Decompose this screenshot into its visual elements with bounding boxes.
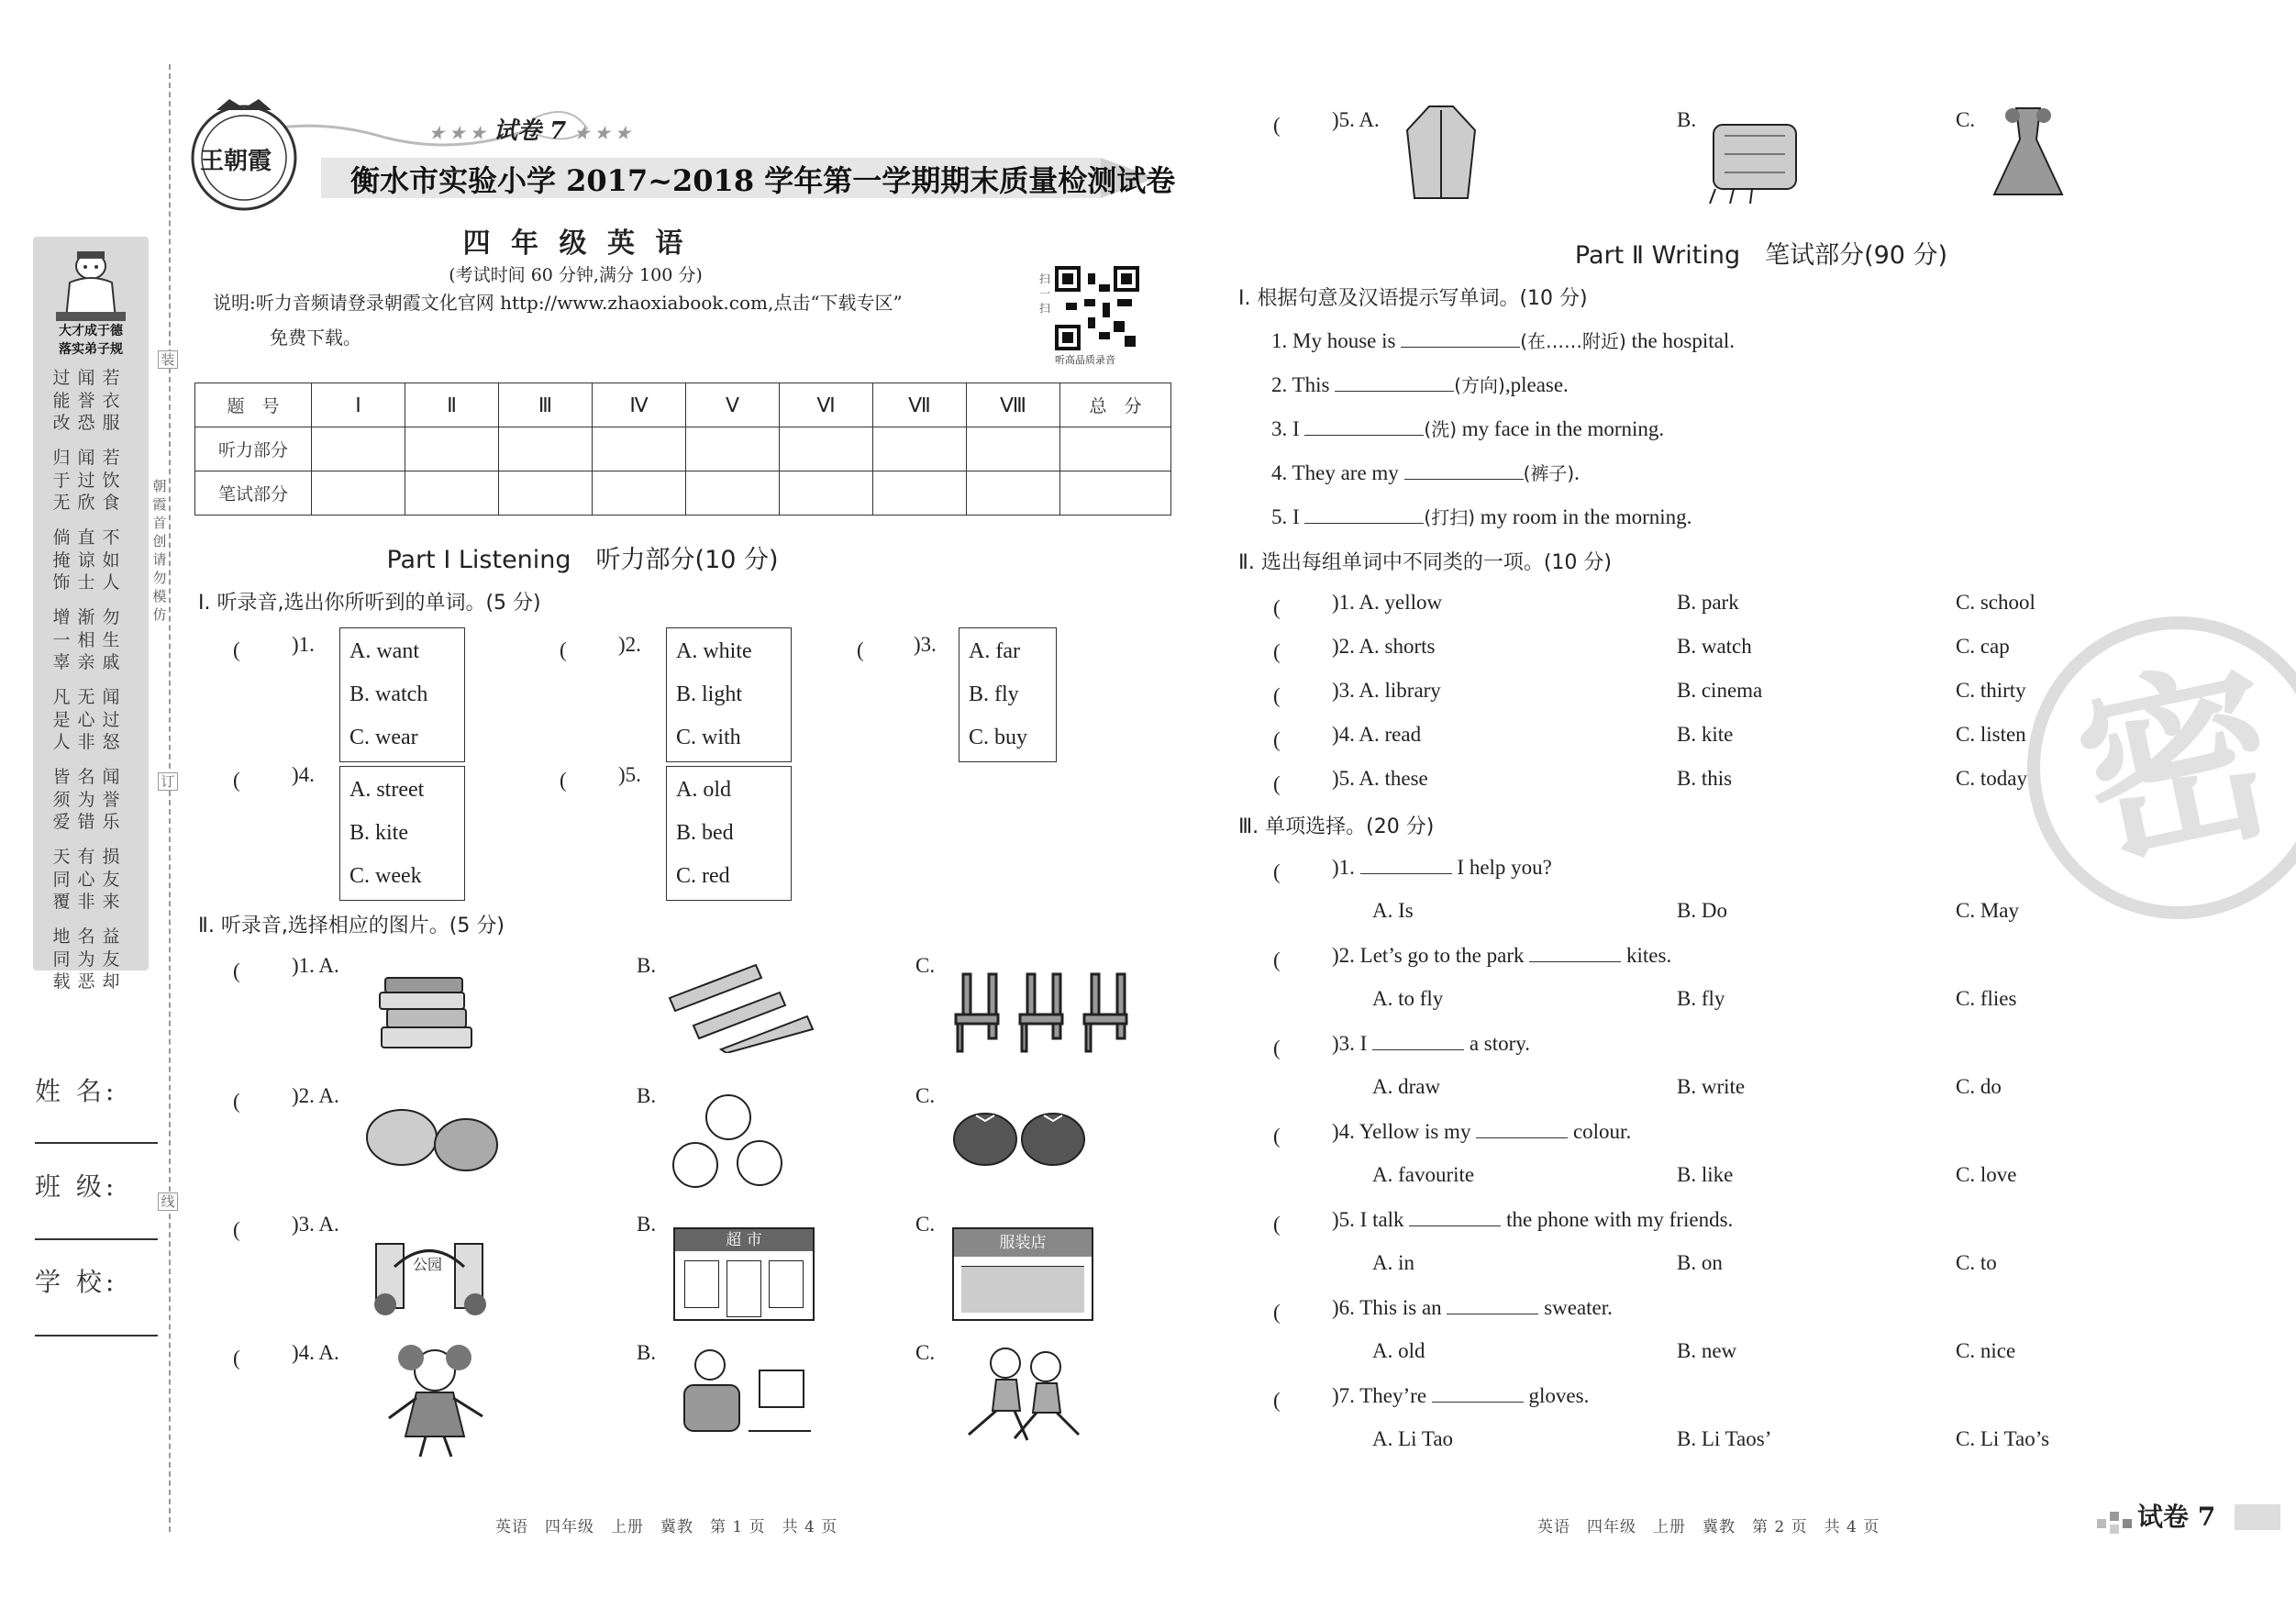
option-label: B. [637, 954, 657, 977]
option[interactable]: )4. A. read [1332, 723, 1422, 746]
answer-blank[interactable] [1304, 416, 1424, 436]
question-number: )3. A. [292, 1213, 339, 1236]
option[interactable]: B. like [1677, 1163, 1734, 1186]
option[interactable]: A. to fly [1372, 987, 1444, 1010]
answer-blank[interactable] [1529, 943, 1621, 962]
option-box [666, 627, 792, 762]
answer-blank[interactable] [1401, 328, 1520, 348]
option[interactable]: A. far [969, 639, 1020, 663]
clothes-shop-sign: 服装店 [954, 1229, 1092, 1257]
option-label: B. [637, 1341, 657, 1364]
answer-blank[interactable] [1372, 1031, 1464, 1050]
motto-text: 天 同 覆 [52, 847, 71, 912]
park-sign: 公园 [413, 1256, 443, 1273]
option[interactable]: B. kite [349, 821, 408, 845]
clothes-shop-icon[interactable] [952, 1227, 1093, 1321]
subject-title: 四 年 级 英 语 [462, 227, 689, 260]
sentence-end: my face in the morning. [1457, 417, 1665, 440]
question-text: a story. [1464, 1032, 1531, 1055]
answer-paren[interactable]: ( [1273, 1389, 1323, 1412]
question-number: )1. A. [292, 954, 339, 977]
motto-text: 勿 生 戚 [102, 607, 120, 672]
option-label: C. [915, 1084, 936, 1107]
sentence-start: 5. I [1271, 505, 1305, 528]
motto-text: 名 为 错 [77, 767, 95, 832]
answer-paren[interactable]: ( [560, 769, 609, 792]
option[interactable]: )2. A. shorts [1332, 635, 1436, 658]
part2-sec2-title: Ⅱ. 选出每组单词中不同类的一项。(10 分) [1238, 551, 1612, 574]
answer-paren[interactable]: ( [233, 638, 283, 661]
fill-blank-item [1271, 459, 1580, 485]
question-text: kites. [1621, 944, 1672, 967]
option[interactable]: )5. A. these [1332, 767, 1428, 790]
option[interactable]: A. Li Tao [1372, 1427, 1454, 1450]
part2-sec3-title: Ⅲ. 单项选择。(20 分) [1238, 815, 1435, 838]
motto-text: 若 饮 食 [102, 448, 120, 513]
answer-paren[interactable]: ( [233, 1218, 283, 1241]
option[interactable]: C. to [1956, 1251, 1997, 1274]
score-cell[interactable] [312, 471, 405, 516]
supermarket-icon[interactable] [673, 1227, 815, 1321]
class-label: 班 级: [35, 1171, 118, 1202]
part2-title: Part Ⅱ Writing 笔试部分(90 分) [1574, 241, 1948, 270]
option[interactable]: B. fly [969, 682, 1019, 706]
sentence-end: the hospital. [1625, 329, 1735, 352]
option-box [339, 627, 465, 762]
score-cell[interactable] [780, 427, 873, 471]
score-cell[interactable] [405, 427, 499, 471]
motto-text: 若 衣 服 [102, 368, 120, 433]
row-label: 笔试部分 [195, 471, 312, 516]
option[interactable]: A. old [1372, 1339, 1425, 1362]
question-number: )2. A. [292, 1084, 339, 1107]
motto-text: 归 于 无 [52, 448, 71, 513]
question-stem [1332, 1383, 1589, 1408]
question-stem [1332, 1031, 1530, 1056]
chinese-hint: (方向) [1454, 374, 1505, 396]
option[interactable]: A. favourite [1372, 1163, 1475, 1186]
table-header: Ⅴ [686, 383, 780, 427]
park-icon[interactable] [367, 1216, 492, 1317]
question-stem [1332, 943, 1671, 968]
chinese-hint: (打扫) [1424, 506, 1476, 528]
option-label: C. [915, 954, 936, 977]
score-cell[interactable] [499, 471, 593, 516]
motto-text: 过 能 改 [52, 368, 71, 433]
option[interactable]: B. kite [1677, 723, 1734, 746]
option[interactable]: )1. A. yellow [1332, 591, 1443, 614]
score-cell[interactable] [873, 471, 967, 516]
question-text: sweater. [1538, 1296, 1613, 1319]
motto-text: 无 心 非 [77, 687, 95, 752]
option[interactable]: B. Li Taos’ [1677, 1427, 1772, 1450]
option[interactable]: B. on [1677, 1251, 1723, 1274]
answer-paren[interactable]: ( [1273, 114, 1323, 137]
option[interactable]: C. Li Tao’s [1956, 1427, 2050, 1450]
option[interactable]: C. flies [1956, 987, 2017, 1010]
option[interactable]: A. white [676, 639, 752, 663]
fill-blank-item [1271, 503, 1691, 529]
question-stem [1332, 1207, 1733, 1232]
score-cell[interactable] [593, 471, 686, 516]
score-cell[interactable] [1060, 427, 1171, 471]
option[interactable]: C. red [676, 864, 730, 888]
option[interactable]: B. light [676, 682, 743, 706]
option[interactable]: A. want [349, 639, 419, 663]
table-header: Ⅰ [312, 383, 405, 427]
table-header: Ⅶ [873, 383, 967, 427]
question-text: )6. This is an [1332, 1296, 1447, 1319]
table-header: Ⅷ [967, 383, 1060, 427]
motto-text: 不 如 人 [102, 527, 120, 593]
answer-blank[interactable] [1304, 505, 1424, 524]
motto-heading: 大才成于德 落实弟子规 [59, 324, 123, 357]
option[interactable]: B. watch [1677, 635, 1752, 658]
option[interactable]: C. cap [1956, 635, 2010, 658]
answer-paren[interactable]: ( [560, 638, 609, 661]
apples-icon[interactable] [664, 1090, 793, 1191]
answer-paren[interactable]: ( [1273, 1213, 1323, 1236]
corner-dots-icon [2097, 1503, 2134, 1539]
table-header: 题 号 [195, 383, 312, 427]
instruction: 说明:听力音频请登录朝霞文化官网 http://www.zhaoxiabook.com,点击“下载专区” 免费下载。 [213, 292, 903, 349]
option[interactable]: C. thirty [1956, 679, 2026, 702]
option-label: C. [1956, 108, 1976, 131]
books-icon[interactable] [376, 972, 477, 1053]
answer-blank[interactable] [1335, 372, 1454, 392]
motto-text: 闻 誉 乐 [102, 767, 120, 832]
scarf-icon[interactable] [1706, 117, 1807, 205]
motto-text: 有 心 非 [77, 847, 95, 912]
rulers-icon[interactable] [666, 961, 822, 1053]
motto-text: 凡 是 人 [52, 687, 71, 752]
option[interactable]: B. this [1677, 767, 1733, 790]
option[interactable]: C. do [1956, 1075, 2002, 1098]
score-cell[interactable] [967, 471, 1060, 516]
option[interactable]: B. write [1677, 1075, 1746, 1098]
motto-text: 倘 掩 饰 [52, 527, 71, 593]
option[interactable]: C. wear [349, 726, 418, 749]
answer-blank[interactable] [1476, 1119, 1568, 1138]
qr-side-label: 扫一扫 [1039, 272, 1051, 315]
table-header: 总 分 [1060, 383, 1171, 427]
score-cell[interactable] [686, 427, 780, 471]
score-table [194, 383, 1171, 516]
option[interactable]: C. school [1956, 591, 2035, 614]
motto-text: 直 谅 士 [77, 527, 95, 593]
tomatoes-icon[interactable] [950, 1104, 1088, 1169]
option-box [339, 766, 465, 901]
sentence-end: my room in the morning. [1475, 505, 1692, 528]
motto-text: 闻 过 怒 [102, 687, 120, 752]
answer-blank[interactable] [1409, 1207, 1501, 1226]
answer-paren[interactable]: ( [1273, 596, 1323, 619]
answer-paren[interactable]: ( [1273, 1037, 1323, 1059]
option[interactable]: B. bed [676, 821, 734, 845]
row-label: 听力部分 [195, 427, 312, 471]
sentence-start: 2. This [1271, 373, 1336, 396]
motto-text: 地 同 载 [52, 926, 71, 992]
chinese-hint: (裤子) [1523, 462, 1575, 484]
motto-text: 益 友 却 [102, 926, 120, 992]
table-header: Ⅵ [780, 383, 873, 427]
corner-badge [2097, 1497, 2280, 1534]
chinese-hint: (洗) [1424, 418, 1458, 440]
answer-blank[interactable] [1447, 1295, 1538, 1314]
question-number: )5. [618, 763, 641, 786]
brand-logo-text: 王朝霞 [200, 148, 272, 175]
option-label: C. [915, 1341, 936, 1364]
question-text: I help you? [1451, 856, 1552, 879]
running-kids-icon[interactable] [950, 1343, 1097, 1444]
option[interactable]: B. watch [349, 682, 428, 706]
potatoes-icon[interactable] [363, 1097, 501, 1180]
svg-text:密: 密 [2060, 635, 2296, 896]
question-number: )4. A. [292, 1341, 339, 1364]
binding-mark: 装 [158, 350, 178, 369]
score-cell[interactable] [405, 471, 499, 516]
footer-page-1: 英语 四年级 上册 冀教 第 1 页 共 4 页 [495, 1518, 838, 1536]
table-header: Ⅳ [593, 383, 686, 427]
dress-icon[interactable] [1991, 103, 2066, 202]
qr-caption: 听高品质录音 [1055, 354, 1115, 366]
answer-paren[interactable]: ( [1273, 1125, 1323, 1148]
answer-paren[interactable]: ( [233, 1347, 283, 1370]
answer-paren[interactable]: ( [1273, 684, 1323, 707]
part1-sec2-title: Ⅱ. 听录音,选择相应的图片。(5 分) [198, 915, 505, 937]
option[interactable]: C. today [1956, 767, 2027, 790]
chairs-icon[interactable] [945, 972, 1147, 1055]
name-label: 姓 名: [35, 1076, 118, 1106]
option[interactable]: C. love [1956, 1163, 2017, 1186]
motto-text: 增 一 辜 [52, 607, 71, 672]
binding-mark: 线 [158, 1192, 178, 1211]
option[interactable]: B. park [1677, 591, 1739, 614]
option[interactable]: C. with [676, 726, 741, 749]
answer-blank[interactable] [1404, 460, 1524, 480]
question-text: colour. [1568, 1120, 1632, 1143]
class-line[interactable] [35, 1238, 158, 1240]
exam-info: (考试时间 60 分钟,满分 100 分) [449, 265, 703, 285]
option[interactable]: B. fly [1677, 987, 1725, 1010]
sentence-end: ,please. [1504, 373, 1569, 396]
answer-blank[interactable] [1360, 855, 1452, 874]
option-label: B. [637, 1213, 657, 1236]
question-text: )5. I talk [1332, 1208, 1410, 1231]
motto-text: 皆 须 爱 [52, 767, 71, 832]
score-cell[interactable] [780, 471, 873, 516]
option-label: B. [1677, 108, 1697, 131]
score-cell[interactable] [312, 427, 405, 471]
table-row [195, 427, 1171, 471]
question-text: )2. Let’s go to the park [1332, 944, 1530, 967]
motto-text: 名 为 恶 [77, 926, 95, 992]
fill-blank-item [1271, 371, 1569, 397]
option[interactable]: B. cinema [1677, 679, 1763, 702]
score-cell[interactable] [967, 427, 1060, 471]
question-text: )7. They’re [1332, 1384, 1432, 1407]
option[interactable]: A. Is [1372, 899, 1414, 922]
option[interactable]: C. nice [1956, 1339, 2016, 1362]
sentence-start: 1. My house is [1271, 329, 1402, 352]
paper-label: ★ ★ ★ 试卷 7 ★ ★ ★ [429, 117, 631, 145]
qr-code-icon[interactable] [1055, 266, 1139, 350]
score-cell[interactable] [593, 427, 686, 471]
question-text: gloves. [1523, 1384, 1590, 1407]
fill-blank-item [1271, 415, 1664, 441]
chinese-hint: (在……附近) [1520, 330, 1626, 352]
option[interactable]: B. new [1677, 1339, 1737, 1362]
question-text: )1. [1332, 856, 1360, 879]
option-label: B. [637, 1084, 657, 1107]
question-text: )4. Yellow is my [1332, 1120, 1477, 1143]
option[interactable]: A. in [1372, 1251, 1414, 1274]
binding-mark: 订 [158, 772, 178, 791]
question-text: )3. I [1332, 1032, 1373, 1055]
sentence-start: 4. They are my [1271, 461, 1404, 484]
table-header: Ⅱ [405, 383, 499, 427]
exam-title: 衡水市实验小学 2017~2018 学年第一学期期末质量检测试卷 [350, 163, 1176, 198]
option[interactable]: C. listen [1956, 723, 2026, 746]
school-line[interactable] [35, 1335, 158, 1336]
score-cell[interactable] [1060, 471, 1171, 516]
motto-text: 闻 誉 恐 [77, 368, 95, 433]
option-box [666, 766, 792, 901]
option[interactable]: A. street [349, 778, 425, 802]
question-stem [1332, 1295, 1613, 1320]
option[interactable]: )3. A. library [1332, 679, 1441, 702]
answer-paren[interactable]: ( [233, 959, 283, 982]
answer-blank[interactable] [1432, 1383, 1524, 1403]
question-number: )5. A. [1332, 108, 1380, 131]
coat-icon[interactable] [1403, 103, 1479, 202]
copyright-note: 朝霞首创请勿模仿 [152, 478, 167, 623]
table-header: Ⅲ [499, 383, 593, 427]
option[interactable]: A. old [676, 778, 731, 802]
motto-text: 渐 相 亲 [77, 607, 95, 672]
option[interactable]: B. Do [1677, 899, 1727, 922]
answer-paren[interactable]: ( [1273, 948, 1323, 971]
score-cell[interactable] [686, 471, 780, 516]
question-number: )2. [618, 633, 641, 656]
answer-paren[interactable]: ( [1273, 772, 1323, 795]
corner-paper-label: 试卷 7 [2137, 1502, 2216, 1532]
option[interactable]: A. draw [1372, 1075, 1441, 1098]
fill-blank-item [1271, 327, 1735, 353]
answer-paren[interactable]: ( [857, 638, 906, 661]
part1-sec1-title: Ⅰ. 听录音,选出你所听到的单词。(5 分) [198, 592, 541, 615]
supermarket-sign: 超 市 [675, 1229, 813, 1251]
motto-text: 闻 过 欣 [77, 448, 95, 513]
option[interactable]: C. week [349, 864, 422, 888]
answer-paren[interactable]: ( [1273, 728, 1323, 751]
question-number: )1. [292, 633, 315, 656]
dancing-girl-icon[interactable] [380, 1341, 490, 1460]
option-box [959, 627, 1057, 762]
question-stem [1332, 1119, 1631, 1144]
sentence-start: 3. I [1271, 417, 1305, 440]
sentence-end: . [1574, 461, 1580, 484]
option-label: C. [915, 1213, 936, 1236]
confidential-seal-icon [2027, 616, 2296, 919]
answer-paren[interactable]: ( [1273, 1301, 1323, 1324]
motto-text: 损 友 来 [102, 847, 120, 912]
footer-page-2: 英语 四年级 上册 冀教 第 2 页 共 4 页 [1537, 1518, 1880, 1536]
answer-paren[interactable]: ( [1273, 860, 1323, 883]
table-header-row [195, 383, 1171, 427]
answer-paren[interactable]: ( [1273, 640, 1323, 663]
part1-title: Part Ⅰ Listening 听力部分(10 分) [386, 546, 779, 574]
question-text: the phone with my friends. [1501, 1208, 1734, 1231]
question-number: )3. [914, 633, 937, 656]
answer-paren[interactable]: ( [233, 769, 283, 792]
score-cell[interactable] [499, 427, 593, 471]
table-row [195, 471, 1171, 516]
part2-sec1-title: Ⅰ. 根据句意及汉语提示写单词。(10 分) [1238, 287, 1588, 310]
option[interactable]: C. buy [969, 726, 1028, 749]
score-cell[interactable] [873, 427, 967, 471]
watching-tv-icon[interactable] [675, 1339, 813, 1440]
question-number: )4. [292, 763, 315, 786]
answer-paren[interactable]: ( [233, 1090, 283, 1113]
option[interactable]: C. May [1956, 899, 2019, 922]
question-stem [1332, 855, 1552, 880]
name-line[interactable] [35, 1142, 158, 1144]
school-label: 学 校: [35, 1267, 118, 1297]
